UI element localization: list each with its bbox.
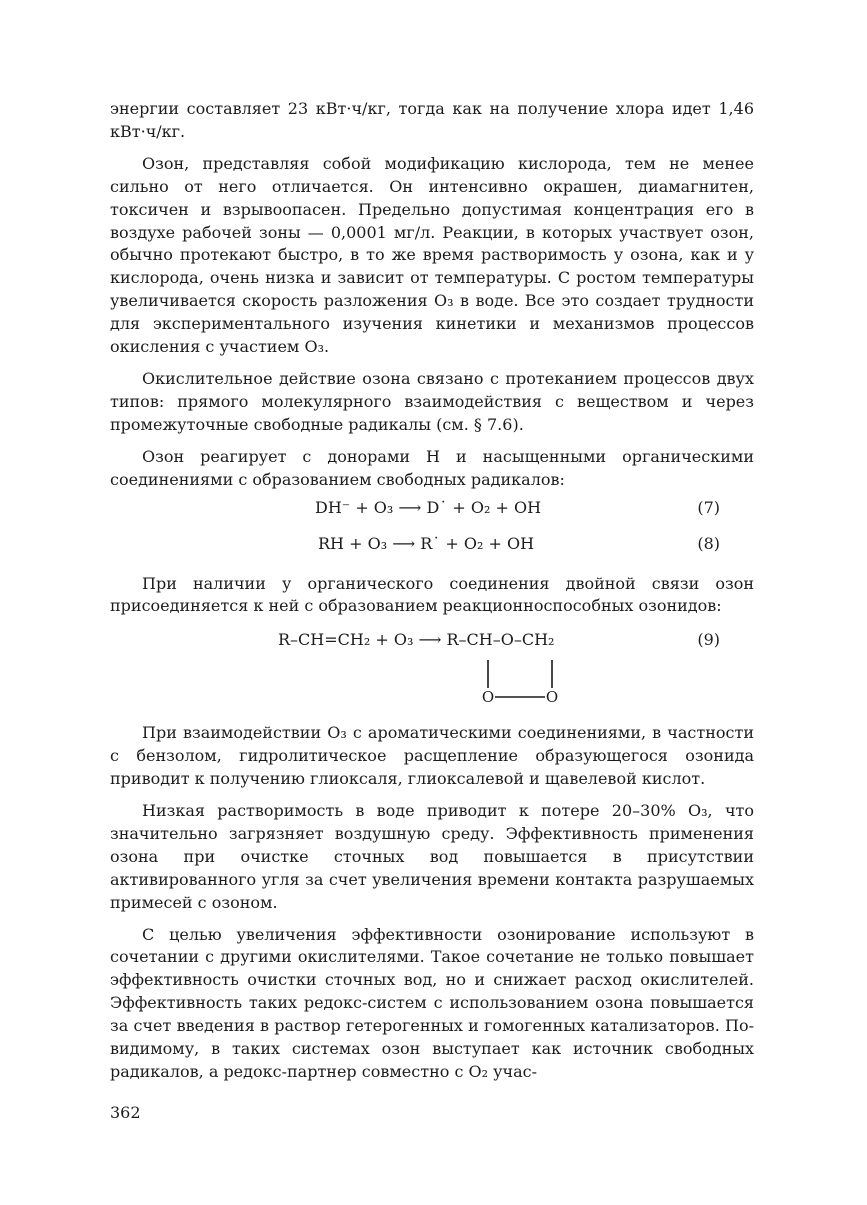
equation-8 — [110, 528, 754, 564]
paragraph: С целью увеличения эффективности озонирование используют в сочетании с другими окислителями. Такое сочетание не только повышает эффективность очистки сточных вод, но и снижает расход окислителей. Эффективность таких редокс-систем с использованием озона повышается за счет введения в раствор гетерогенных и гомогенных катализаторов. По-видимому, в таких системах озон выступает как источник свободных радикалов, а редокс-партнер совместно с O₂ учас- — [110, 924, 754, 1081]
paragraph: Озон, представляя собой модификацию кислорода, тем не менее сильно от него отличается. Он интенсивно окрашен, диамагнитен, токсичен и взрывоопасен. Предельно допустимая концентрация его в воздухе рабочей зоны — 0,0001 мг/л. Реакции, в которых участвует озон, обычно протекают быстро, в то же время растворимость у озона, как и у кислорода, очень низка и зависит от температуры. С ростом температуры увеличивается скорость разложения O₃ в воде. Все это создает трудности для экспериментального изучения кинетики и механизмов процессов окисления с участием O₃. — [110, 153, 754, 357]
svg-text:O: O — [545, 688, 559, 705]
equation-number: (7) — [697, 497, 720, 517]
equation-number: (9) — [697, 630, 720, 650]
ozonide-ring-diagram — [480, 658, 560, 704]
page-body — [110, 98, 754, 1084]
equation-7 — [110, 492, 754, 528]
svg-text:O: O — [481, 688, 495, 705]
paragraph: Низкая растворимость в воде приводит к потере 20–30% O₃, что значительно загрязняет воздушную среду. Эффективность применения озона при очистке сточных вод повышается в присутствии активированного угля за счет увеличения времени контакта разрушаемых примесей с озоном. — [110, 801, 754, 912]
equation-number: (8) — [697, 533, 720, 553]
paragraph: Озон реагирует с донорами H и насыщенными органическими соединениями с образованием свободных радикалов: — [110, 446, 754, 489]
paragraph: При наличии у органического соединения двойной связи озон присоединяется к ней с образованием реакционноспособных озонидов: — [110, 573, 754, 616]
equation-formula: DH⁻ + O₃ ⟶ D˙ + O₂ + OH — [315, 497, 542, 517]
page-number: 362 — [110, 1103, 141, 1122]
equation-formula: R–CH=CH₂ + O₃ ⟶ R–CH–O–CH₂ — [278, 630, 555, 650]
equation-formula: RH + O₃ ⟶ R˙ + O₂ + OH — [318, 533, 535, 553]
equation-9 — [110, 618, 754, 705]
paragraph: энергии составляет 23 кВт·ч/кг, тогда как на получение хлора идет 1,46 кВт·ч/кг. — [110, 99, 754, 141]
paragraph: Окислительное действие озона связано с протеканием процессов двух типов: прямого молекулярного взаимодействия с веществом и через промежуточные свободные радикалы (см. § 7.6). — [110, 368, 754, 434]
paragraph: При взаимодействии O₃ с ароматическими соединениями, в частности с бензолом, гидролитическое расщепление образующегося озонида приводит к получению глиоксаля, глиоксалевой и щавелевой кислот. — [110, 723, 754, 789]
